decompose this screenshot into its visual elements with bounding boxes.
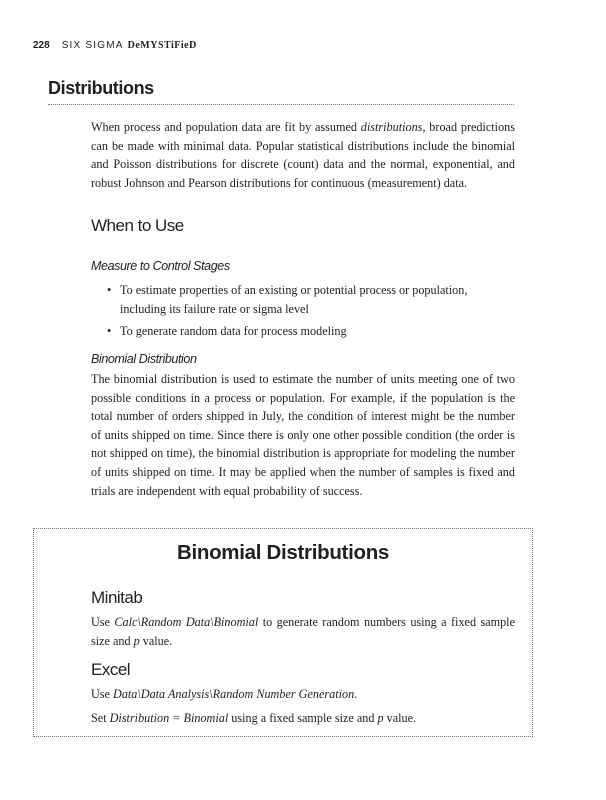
when-to-use-heading: When to Use (91, 216, 184, 235)
intro-paragraph: When process and population data are fit by assumed distributions, broad predictions can be made with minimal data. Popular statistical distributions include the binomial and Poisson distributions for discrete (count) data and the normal, exponential, and robust Johnson and Pearson distributions for continuous (measurement) data. (91, 120, 515, 190)
minitab-instructions: Use Calc\Random Data\Binomial to generate random numbers using a fixed sample size and p value. (91, 615, 515, 648)
excel-setting: Distribution = Binomial (109, 711, 229, 725)
intro-emphasis: distributions (360, 120, 423, 134)
section-title: Distributions (48, 78, 514, 105)
binomial-distribution-subheading: Binomial Distribution (91, 352, 197, 366)
bullet-icon: • (107, 324, 112, 339)
bullet-icon: • (107, 283, 112, 297)
binomial-distributions-sidebar-box (33, 528, 533, 737)
excel-instructions-setting: Set Distribution = Binomial using a fixed sample size and p value. (91, 711, 417, 725)
excel-instructions-menu: Use Data\Data Analysis\Random Number Generation. (91, 687, 358, 701)
excel-menu-path: Data\Data Analysis\Random Number Generation (113, 687, 355, 701)
minitab-menu-path: Calc\Random Data\Binomial (114, 615, 259, 629)
list-item: • To estimate properties of an existing or potential process or population, including its failure rate or sigma level (107, 283, 468, 316)
measure-to-control-subheading: Measure to Control Stages (91, 259, 230, 273)
page-number: 228 (33, 40, 50, 51)
binomial-paragraph: The binomial distribution is used to estimate the number of units meeting one of two possible conditions in a process or population. For example, if the population is the total number of orders shipped in July, the condition of interest might be the number of units shipped on time. Since there is only one other possible condition (the order is not shipped on time), the binomial distribution is appropriate for modeling the number of units shipped on time. It may be applied when the number of samples is fixed and trials are independent with equal probability of success. (91, 372, 515, 498)
list-item: • To generate random data for process modeling (91, 322, 515, 341)
book-title-brand: DeMYSTiFieD (127, 40, 197, 51)
excel-heading: Excel (91, 660, 131, 679)
running-header (33, 40, 197, 51)
book-title: SIX SIGMA (61, 40, 124, 51)
usage-bullet-list (91, 281, 515, 345)
minitab-heading: Minitab (91, 588, 143, 607)
box-title: Binomial Distributions (176, 541, 390, 564)
